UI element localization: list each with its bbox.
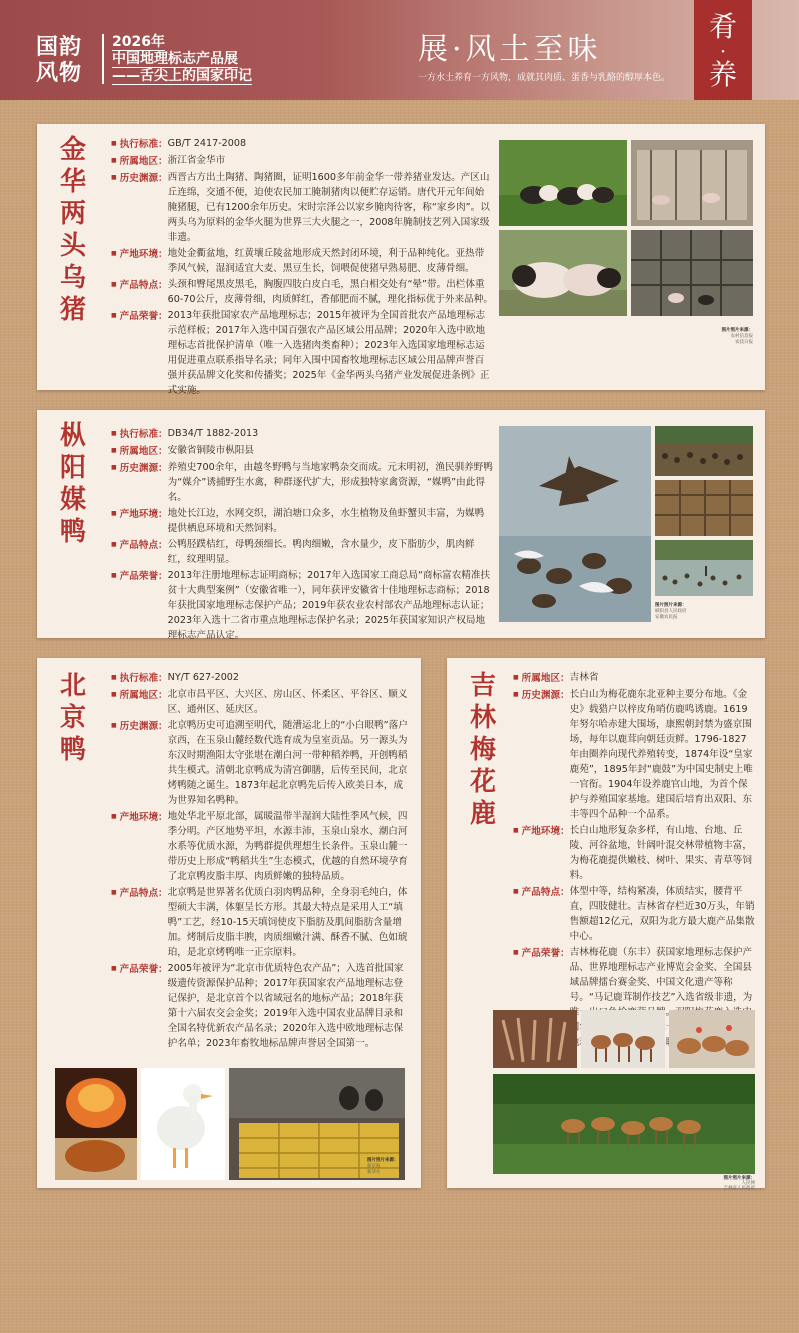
- field-row: [111, 136, 493, 152]
- photo-deer-forest: [493, 1074, 755, 1174]
- field-value: 长白山为梅花鹿东北亚种主要分布地。《金史》载猎户以梓皮角哨仿鹿鸣诱鹿。1619年努尔哈赤建大围场，康熙朝封禁为盛京围场，每年以鹿茸向朝廷贡鲜。1796-1827年由圈养向现代养殖转变，1874年设“皇家鹿苑”，1895年封“鹿鼓”为中国史制史上唯一官衔。1904年设养鹿官山地，为首个保护与养殖国家基地。建国后培育出双阳、东丰等四个品种一个品系。: [569, 689, 753, 820]
- field-value: 地处金衢盆地，红黄壤丘陵盆地形成天然封闭环境，利于品种纯化。亚热带季风气候，湿润适宜大麦、黑豆生长，饲喂促使猪早熟易肥、皮薄骨细。: [167, 248, 485, 274]
- field-value: 西晋古方出土陶猪、陶猪圈，证明1600多年前金华一带养猪业发达。产区山丘连绵，交通不便，迫使农民加工腌制猪肉以便贮存运销。唐代开元年间始腌猪腿，已有1200余年历史。宋时宗泽公以家乡腌肉待客，称“家乡肉”。以两头乌为原料的金华火腿为世界三大火腿之一，2008年腌制技艺列入国家级非遗。: [167, 172, 490, 243]
- photo-deer-group: [669, 1010, 755, 1068]
- field-label: ■ 执行标准：: [111, 670, 168, 686]
- field-label: ■ 产地环境：: [111, 809, 168, 884]
- field-value: 北京鸭历史可追溯至明代，随漕运北上的“小白眼鸭”落户京西，在玉泉山麓经数代选育成为皇室贡品。另一源头为东汉时期渔阳太守张堪在潮白河一带种稻养鸭，开创鸭稻共生模式。清朝北京鸭成为清宫御膳，后传至民间，北京烤鸭随之诞生。1873年起北京鸭先后传入欧美日本，成为世界知名鸭种。: [167, 720, 408, 806]
- field-row: [513, 884, 755, 944]
- field-row: [111, 277, 493, 307]
- field-row: [111, 170, 493, 245]
- page-header: [0, 0, 799, 100]
- field-row: [111, 961, 409, 1051]
- field-label: ■ 历史渊源：: [111, 170, 168, 245]
- field-value: 2005年被评为“北京市优质特色农产品”；入选首批国家级遗传资源保护品种；2017年获国家农产品地理标志登记保护，是北京首个以省域冠名的地标产品；2018年获第十六届农交会金奖；2019年入选中国农业品牌目录和全国名特优新农产品名录；2020年入选中欧地理标志保护名单；2023年畜牧地标品牌声誉居全国第一。: [167, 963, 404, 1049]
- field-value: 地处华北平原北部，属暖温带半湿润大陆性季风气候，四季分明。产区地势平坦，水源丰沛，玉泉山泉水、潮白河水系等优质水源，为鸭群提供理想生长条件。玉泉山麓一带历史上形成“鸭稻共生”生态模式，优越的自然环境孕育了北京鸭皮脂丰厚、肉质鲜嫩的独特品质。: [167, 811, 408, 882]
- field-value: 北京市昌平区、大兴区、房山区、怀柔区、平谷区、顺义区、通州区、延庆区。: [167, 689, 408, 715]
- field-value: 长白山地形复杂多样，有山地、台地、丘陵、河谷盆地，针阔叶混交林带植物丰富，为梅花鹿提供嫩枝、树叶、果实、青草等饲料。: [569, 825, 752, 881]
- field-value: 吉林梅花鹿（东丰）获国家地理标志保护产品、世界地理标志产业博览会金奖、全国县域品牌擂台赛金奖、中国文化遗产等称号。“马记鹿茸制作技艺”入选省级非遗，为唯一 鹿茸品牌。双阳梅 林十 地理 重点联系: [569, 947, 753, 1048]
- product-name: 北京鸭: [59, 671, 86, 765]
- product-name: 枞阳媒鸭: [59, 421, 86, 547]
- field-row: [111, 568, 493, 643]
- logo-line: 国韵: [36, 34, 83, 60]
- field-row: [111, 506, 493, 536]
- card-jilin: [447, 658, 765, 1191]
- field-label: ■ 历史渊源：: [111, 718, 168, 808]
- field-value: 地处长江边，水网交织，湖泊塘口众多，水生植物及鱼虾蟹贝丰富，为媒鸭提供栖息环境和天然饲料。: [167, 508, 485, 534]
- photo-duck-pond: [655, 540, 753, 596]
- field-label: ■ 执行标准：: [111, 426, 168, 442]
- field-label: ■ 产品荣誉：: [111, 568, 168, 643]
- field-label: ■ 产品特点：: [513, 884, 570, 944]
- field-label: ■ 产地环境：: [111, 506, 168, 536]
- photo-credit: 图片照片来源： 人民网 吉林省人民政府: [723, 1176, 755, 1191]
- photo-pig-pens: [631, 140, 753, 226]
- field-label: ■ 历史渊源：: [111, 460, 168, 505]
- tag-char: 养: [708, 58, 737, 91]
- logo: [36, 34, 102, 86]
- field-row: [111, 460, 493, 505]
- field-row: [111, 443, 493, 459]
- section-title: 展·风土至味: [418, 32, 602, 67]
- photo-credit: 图片照片来源： 农村信息报 农技日报: [721, 328, 753, 345]
- photo-two-pigs: [499, 230, 627, 316]
- field-value: 吉林省: [569, 672, 599, 683]
- photo-roast-duck: [55, 1068, 137, 1180]
- field-row: [111, 687, 409, 717]
- field-label: ■ 产品荣誉：: [111, 961, 168, 1051]
- field-value: NY/T 627-2002: [167, 672, 240, 683]
- logo-divider: [102, 34, 104, 84]
- expo-title: [112, 34, 252, 85]
- expo-year: 2026年: [112, 34, 165, 50]
- photo-ducks-flying: [499, 426, 651, 622]
- field-row: [111, 537, 493, 567]
- field-value: 2013年注册地理标志证明商标；2017年入选国家工商总局“商标富农精准扶贫十大典型案例”（安徽省唯一），同年获评安徽省十佳地理标志商标；2018年获批国家地理标志保护产品；2019年获农业农村部农产品地理标志认证；2023年入选十二省市重点地理标志保护名录；2025年获国家知识产权局地理标志产品认定。: [167, 570, 491, 641]
- field-value: DB34/T 1882-2013: [167, 428, 259, 439]
- expo-name: 中国地理标志产品展: [112, 51, 238, 67]
- field-label: ■ 产地环境：: [111, 246, 168, 276]
- field-label: ■ 所属地区：: [111, 687, 168, 717]
- tag-char: 肴: [708, 10, 737, 43]
- photo-pigs-grass: [499, 140, 627, 226]
- card-jinhua: [37, 124, 765, 396]
- card-beijing: [37, 658, 421, 1188]
- photo-duck-flock-field: [655, 426, 753, 476]
- photo-piglets: [631, 230, 753, 316]
- field-value: GB/T 2417-2008: [167, 138, 247, 149]
- field-label: ■ 产品特点：: [111, 537, 168, 567]
- field-row: [513, 670, 755, 686]
- product-name: 金华两头乌猪: [59, 135, 86, 325]
- field-row: [111, 809, 409, 884]
- field-label: ■ 产品特点：: [111, 885, 168, 960]
- field-row: [111, 718, 409, 808]
- card-zongyang: [37, 410, 765, 641]
- photo-white-duck: [141, 1068, 225, 1180]
- field-value: 头颈和臀尾黑皮黑毛，胸腹四肢白皮白毛，黑白相交处有“晕”带。出栏体重60-70公斤，皮薄骨细，肉质鲜红，香郁肥而不腻，理化指标优于外来品种。: [167, 279, 493, 305]
- field-label: ■ 所属地区：: [513, 670, 570, 686]
- field-row: [513, 687, 755, 822]
- section-subtitle: 一方水土养育一方风物，成就其肉质、蛋香与乳酪的醇厚本色。: [418, 73, 671, 83]
- field-label: ■ 所属地区：: [111, 153, 168, 169]
- field-row: [513, 823, 755, 883]
- product-fields: [111, 670, 409, 1052]
- field-label: ■ 产品荣誉：: [513, 945, 570, 1050]
- expo-subtitle: ——舌尖上的国家印记: [112, 68, 252, 84]
- field-label: ■ 历史渊源：: [513, 687, 570, 822]
- field-value: 北京鸭是世界著名优质白羽肉鸭品种，全身羽毛纯白，体型硕大丰满，体躯呈长方形。其最大特点是采用人工“填鸭”工艺，经10-15天填饲使皮下脂肪及肌间脂肪含量增加。烤制后皮脂丰腴，肉质细嫩汁满、酥香不腻、色如琥珀，是北京烤鸭唯一正宗原料。: [167, 887, 408, 958]
- field-value: 浙江省金华市: [167, 155, 226, 166]
- photo-duck-shed: [655, 480, 753, 536]
- field-label: ■ 产品荣誉：: [111, 308, 168, 398]
- field-row: [111, 885, 409, 960]
- product-name: 吉林梅花鹿: [469, 671, 496, 829]
- field-label: ■ 执行标准：: [111, 136, 168, 152]
- category-tag: 肴 · 养: [694, 0, 752, 100]
- field-label: ■ 产地环境：: [513, 823, 570, 883]
- product-fields: [111, 136, 493, 399]
- field-label: ■ 所属地区：: [111, 443, 168, 459]
- field-value: 公鸭胫蹼桔红，母鸭颈细长。鸭肉细嫩，含水量少，皮下脂肪少，肌肉鲜红，纹理明显。: [167, 539, 475, 565]
- field-row: [111, 153, 493, 169]
- field-value: 养殖史700余年，由越冬野鸭与当地家鸭杂交而成。元末明初，渔民驯养野鸭为“媒介”诱捕野生水禽，种群逐代扩大，形成独特家禽资源，“媒鸭”由此得名。: [167, 462, 493, 503]
- field-label: ■ 产品特点：: [111, 277, 168, 307]
- field-value: 2013年获批国家农产品地理标志；2015年被评为全国首批农产品地理标志示范样板；2017年入选中国百强农产品区域公用品牌；2020年入选中欧地理标志首批保护清单（唯一入选猪肉类畜种）；2023年入选国家地理标志运用促进重点联系指导名录；同年入围中国畜牧地理标志区域公用品牌声誉百强并获品牌文化奖和传播奖；2025年《金华两头乌猪产业发展促进条例》正式实施。: [167, 310, 490, 396]
- field-row: [111, 308, 493, 398]
- product-fields: [513, 670, 755, 1051]
- photo-deer-herd: [581, 1010, 665, 1068]
- photo-antler-processing: [493, 1010, 577, 1068]
- field-value: 体型中等，结构紧凑，体质结实，腰背平直，四肢健壮。吉林省存栏近30万头，年销售额超12亿元，双阳为北方最大鹿产品集散中心。: [569, 886, 755, 942]
- logo-line: 风物: [36, 60, 83, 86]
- field-row: [111, 670, 409, 686]
- product-fields: [111, 426, 493, 644]
- photo-credit: 图片照片来源： 新京报 新华社: [367, 1158, 399, 1175]
- photo-credit: 图片照片来源： 枞阳县人民政府 安徽农民报: [655, 603, 687, 620]
- field-row: [111, 246, 493, 276]
- field-value: 安徽省铜陵市枞阳县: [167, 445, 254, 456]
- field-row: [111, 426, 493, 442]
